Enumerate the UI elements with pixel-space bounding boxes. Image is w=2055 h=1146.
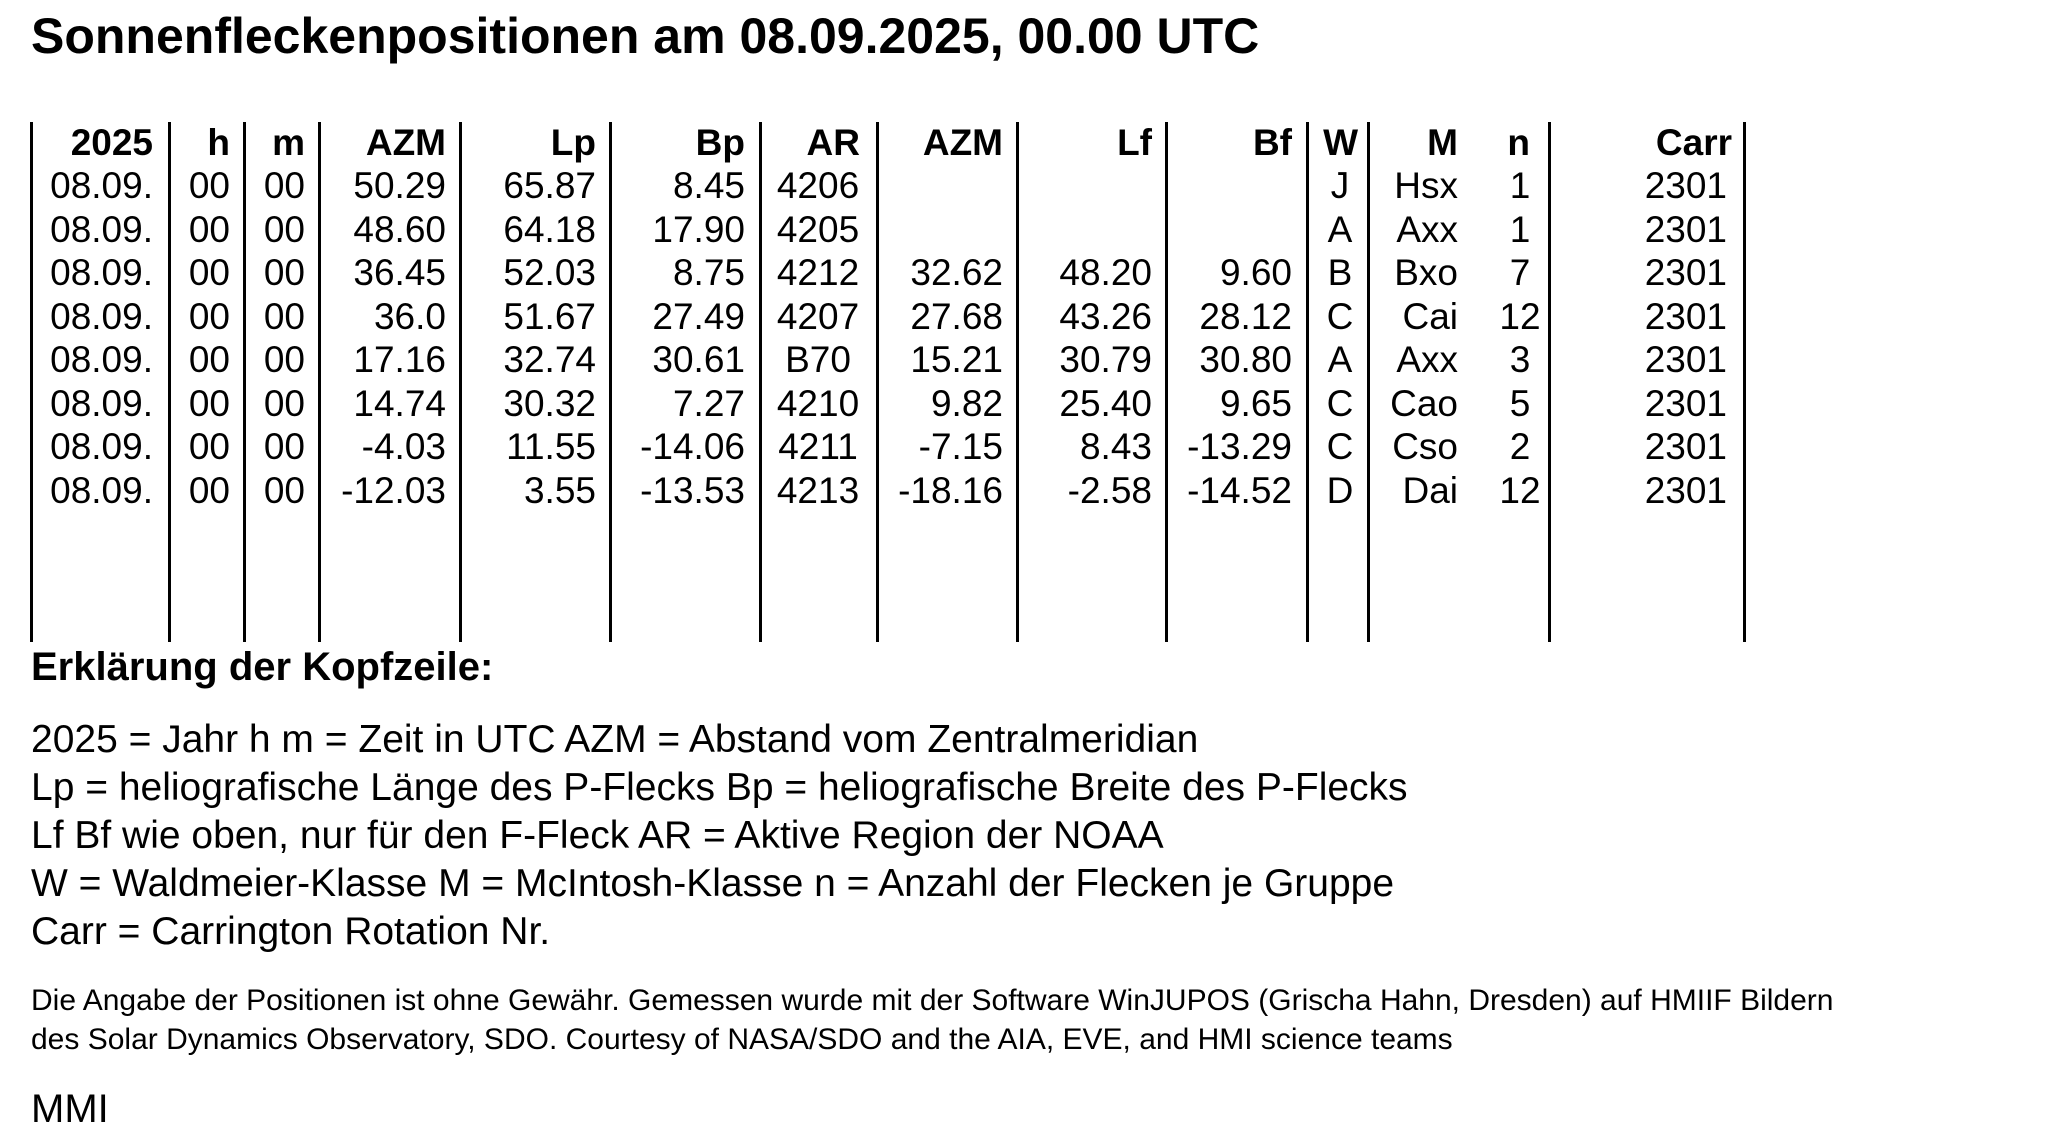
table-cell: 32.74 <box>503 339 596 380</box>
table-cell: 28.12 <box>1199 295 1292 337</box>
table-cell: 3.55 <box>523 469 596 511</box>
table-header-cell: 2025 <box>70 122 153 163</box>
table-cell: 2301 <box>1644 295 1727 337</box>
table-cell: 08.09. <box>50 295 153 337</box>
table-cell: 00 <box>263 295 305 337</box>
table-cell: 00 <box>263 469 305 511</box>
table-cell: A <box>1327 339 1353 380</box>
table-cell: 08.09. <box>50 339 153 380</box>
table-cell: 48.20 <box>1059 252 1152 293</box>
table-cell: 51.67 <box>503 295 596 337</box>
table-cell: 7 <box>1509 252 1531 293</box>
table-cell: 14.74 <box>353 382 446 424</box>
page-title: Sonnenfleckenpositionen am 08.09.2025, 00.00 UTC <box>31 8 1260 64</box>
table-cell: 1 <box>1509 165 1531 206</box>
table-cell: Cao <box>1390 382 1458 424</box>
table-cell: -2.58 <box>1067 469 1152 511</box>
table-cell: 48.60 <box>353 208 446 250</box>
table-cell: 1 <box>1509 208 1531 250</box>
table-cell: 30.79 <box>1059 339 1152 380</box>
table-cell: 2301 <box>1644 426 1727 467</box>
table-cell: 27.49 <box>652 295 745 337</box>
table-cell: 2301 <box>1644 469 1727 511</box>
disclaimer-line: Die Angabe der Positionen ist ohne Gewähr. Gemessen wurde mit der Software WinJUPOS (Grischa Hahn, Dresden) auf HMIIF Bildern <box>31 984 1834 1017</box>
table-cell: 36.45 <box>353 252 446 293</box>
table-cell: 00 <box>188 339 230 380</box>
table-cell: 08.09. <box>50 382 153 424</box>
table-cell: 2301 <box>1644 208 1727 250</box>
table-cell: 00 <box>188 252 230 293</box>
table-cell: Cai <box>1402 295 1458 337</box>
table-cell: 08.09. <box>50 469 153 511</box>
table-cell: 30.61 <box>652 339 745 380</box>
table-cell: 8.43 <box>1079 426 1152 467</box>
table-cell: J <box>1330 165 1350 206</box>
table-cell: Axx <box>1396 208 1458 250</box>
table-cell: 3 <box>1509 339 1531 380</box>
table-cell: 5 <box>1509 382 1531 424</box>
disclaimer-line: des Solar Dynamics Observatory, SDO. Courtesy of NASA/SDO and the AIA, EVE, and HMI science teams <box>31 1023 1453 1056</box>
table-cell: C <box>1326 382 1354 424</box>
table-cell: 4211 <box>778 426 858 467</box>
table-cell: 2301 <box>1644 165 1727 206</box>
table-cell: A <box>1327 208 1353 250</box>
table-header-cell: n <box>1507 122 1530 163</box>
table-cell: Bxo <box>1394 252 1458 293</box>
table-cell: -14.06 <box>640 426 745 467</box>
table-cell: 11.55 <box>506 426 596 467</box>
table-cell: C <box>1326 426 1354 467</box>
table-cell: 08.09. <box>50 426 153 467</box>
table-cell: 00 <box>263 208 305 250</box>
table-cell: 32.62 <box>910 252 1003 293</box>
table-cell: 17.16 <box>353 339 446 380</box>
table-cell: 4206 <box>776 165 860 206</box>
table-cell: -13.53 <box>640 469 745 511</box>
table-cell: 08.09. <box>50 252 153 293</box>
table-cell: -12.03 <box>341 469 446 511</box>
table-cell: 36.0 <box>373 295 446 337</box>
table-cell: 52.03 <box>503 252 596 293</box>
table-cell: 30.80 <box>1199 339 1292 380</box>
table-cell: 00 <box>188 295 230 337</box>
table-header-cell: Lf <box>1117 122 1152 163</box>
table-cell: 2 <box>1509 426 1531 467</box>
table-cell: 00 <box>188 382 230 424</box>
legend-heading: Erklärung der Kopfzeile: <box>31 645 494 689</box>
legend-line: Carr = Carrington Rotation Nr. <box>31 910 551 953</box>
table-cell: B70 <box>785 339 851 380</box>
table-cell: 2301 <box>1644 339 1727 380</box>
legend-line: 2025 = Jahr h m = Zeit in UTC AZM = Abstand vom Zentralmeridian <box>31 718 1199 761</box>
table-cell: 8.45 <box>672 165 745 206</box>
table-cell: 4212 <box>776 252 860 293</box>
table-cell: 9.60 <box>1219 252 1292 293</box>
table-cell: -4.03 <box>361 426 446 467</box>
table-cell: 4205 <box>776 208 860 250</box>
table-cell: -7.15 <box>918 426 1003 467</box>
table-cell: 08.09. <box>50 208 153 250</box>
table-cell: D <box>1326 469 1354 511</box>
table-cell: 12 <box>1499 295 1541 337</box>
table-header-cell: AR <box>806 122 860 163</box>
table-cell: -13.29 <box>1187 426 1292 467</box>
table-cell: 8.75 <box>672 252 745 293</box>
legend-line: Lf Bf wie oben, nur für den F-Fleck AR = Aktive Region der NOAA <box>31 814 1164 857</box>
table-cell: 00 <box>263 252 305 293</box>
table-cell: 64.18 <box>503 208 596 250</box>
table-header-cell: Lp <box>550 122 596 163</box>
table-header-cell: Bf <box>1252 122 1292 163</box>
table-header-cell: AZM <box>365 122 446 163</box>
table-cell: 7.27 <box>672 382 745 424</box>
table-cell: 12 <box>1499 469 1541 511</box>
table-cell: 9.65 <box>1219 382 1292 424</box>
table-cell: 50.29 <box>353 165 446 206</box>
table-cell: 00 <box>263 426 305 467</box>
table-header-cell: AZM <box>922 122 1003 163</box>
table-header-cell: M <box>1427 122 1458 163</box>
table-cell: 27.68 <box>910 295 1003 337</box>
table-cell: -14.52 <box>1187 469 1292 511</box>
table-header-cell: W <box>1323 122 1358 163</box>
table-cell: 00 <box>263 382 305 424</box>
table-cell: Axx <box>1396 339 1458 380</box>
table-cell: 2301 <box>1644 252 1727 293</box>
table-cell: 17.90 <box>652 208 745 250</box>
table-cell: 00 <box>188 208 230 250</box>
table-cell: 9.82 <box>930 382 1003 424</box>
table-header-cell: Bp <box>695 122 745 163</box>
table-cell: 00 <box>188 165 230 206</box>
table-cell: -18.16 <box>898 469 1003 511</box>
table-column-divider <box>1743 122 1746 642</box>
table-cell: 4207 <box>776 295 860 337</box>
table-cell: Dai <box>1402 469 1458 511</box>
table-cell: 15.21 <box>910 339 1003 380</box>
table-cell: Cso <box>1392 426 1458 467</box>
table-cell: 65.87 <box>503 165 596 206</box>
table-cell: 4210 <box>776 382 860 424</box>
table-cell: 43.26 <box>1059 295 1152 337</box>
table-cell: 00 <box>188 469 230 511</box>
table-cell: 30.32 <box>503 382 596 424</box>
table-cell: C <box>1326 295 1354 337</box>
table-cell: Hsx <box>1394 165 1458 206</box>
table-cell: 00 <box>188 426 230 467</box>
table-cell: 00 <box>263 339 305 380</box>
table-header-cell: h <box>207 122 230 163</box>
table-cell: 2301 <box>1644 382 1727 424</box>
table-header-cell: m <box>272 122 305 163</box>
legend-line: Lp = heliografische Länge des P-Flecks Bp = heliografische Breite des P-Flecks <box>31 766 1408 809</box>
signature: MMI <box>31 1087 109 1131</box>
table-header-cell: Carr <box>1655 122 1732 163</box>
table-cell: 08.09. <box>50 165 153 206</box>
table-cell: 4213 <box>776 469 860 511</box>
table-cell: 00 <box>263 165 305 206</box>
legend-line: W = Waldmeier-Klasse M = McIntosh-Klasse n = Anzahl der Flecken je Gruppe <box>31 862 1395 905</box>
table-cell: B <box>1327 252 1353 293</box>
table-cell: 25.40 <box>1059 382 1152 424</box>
